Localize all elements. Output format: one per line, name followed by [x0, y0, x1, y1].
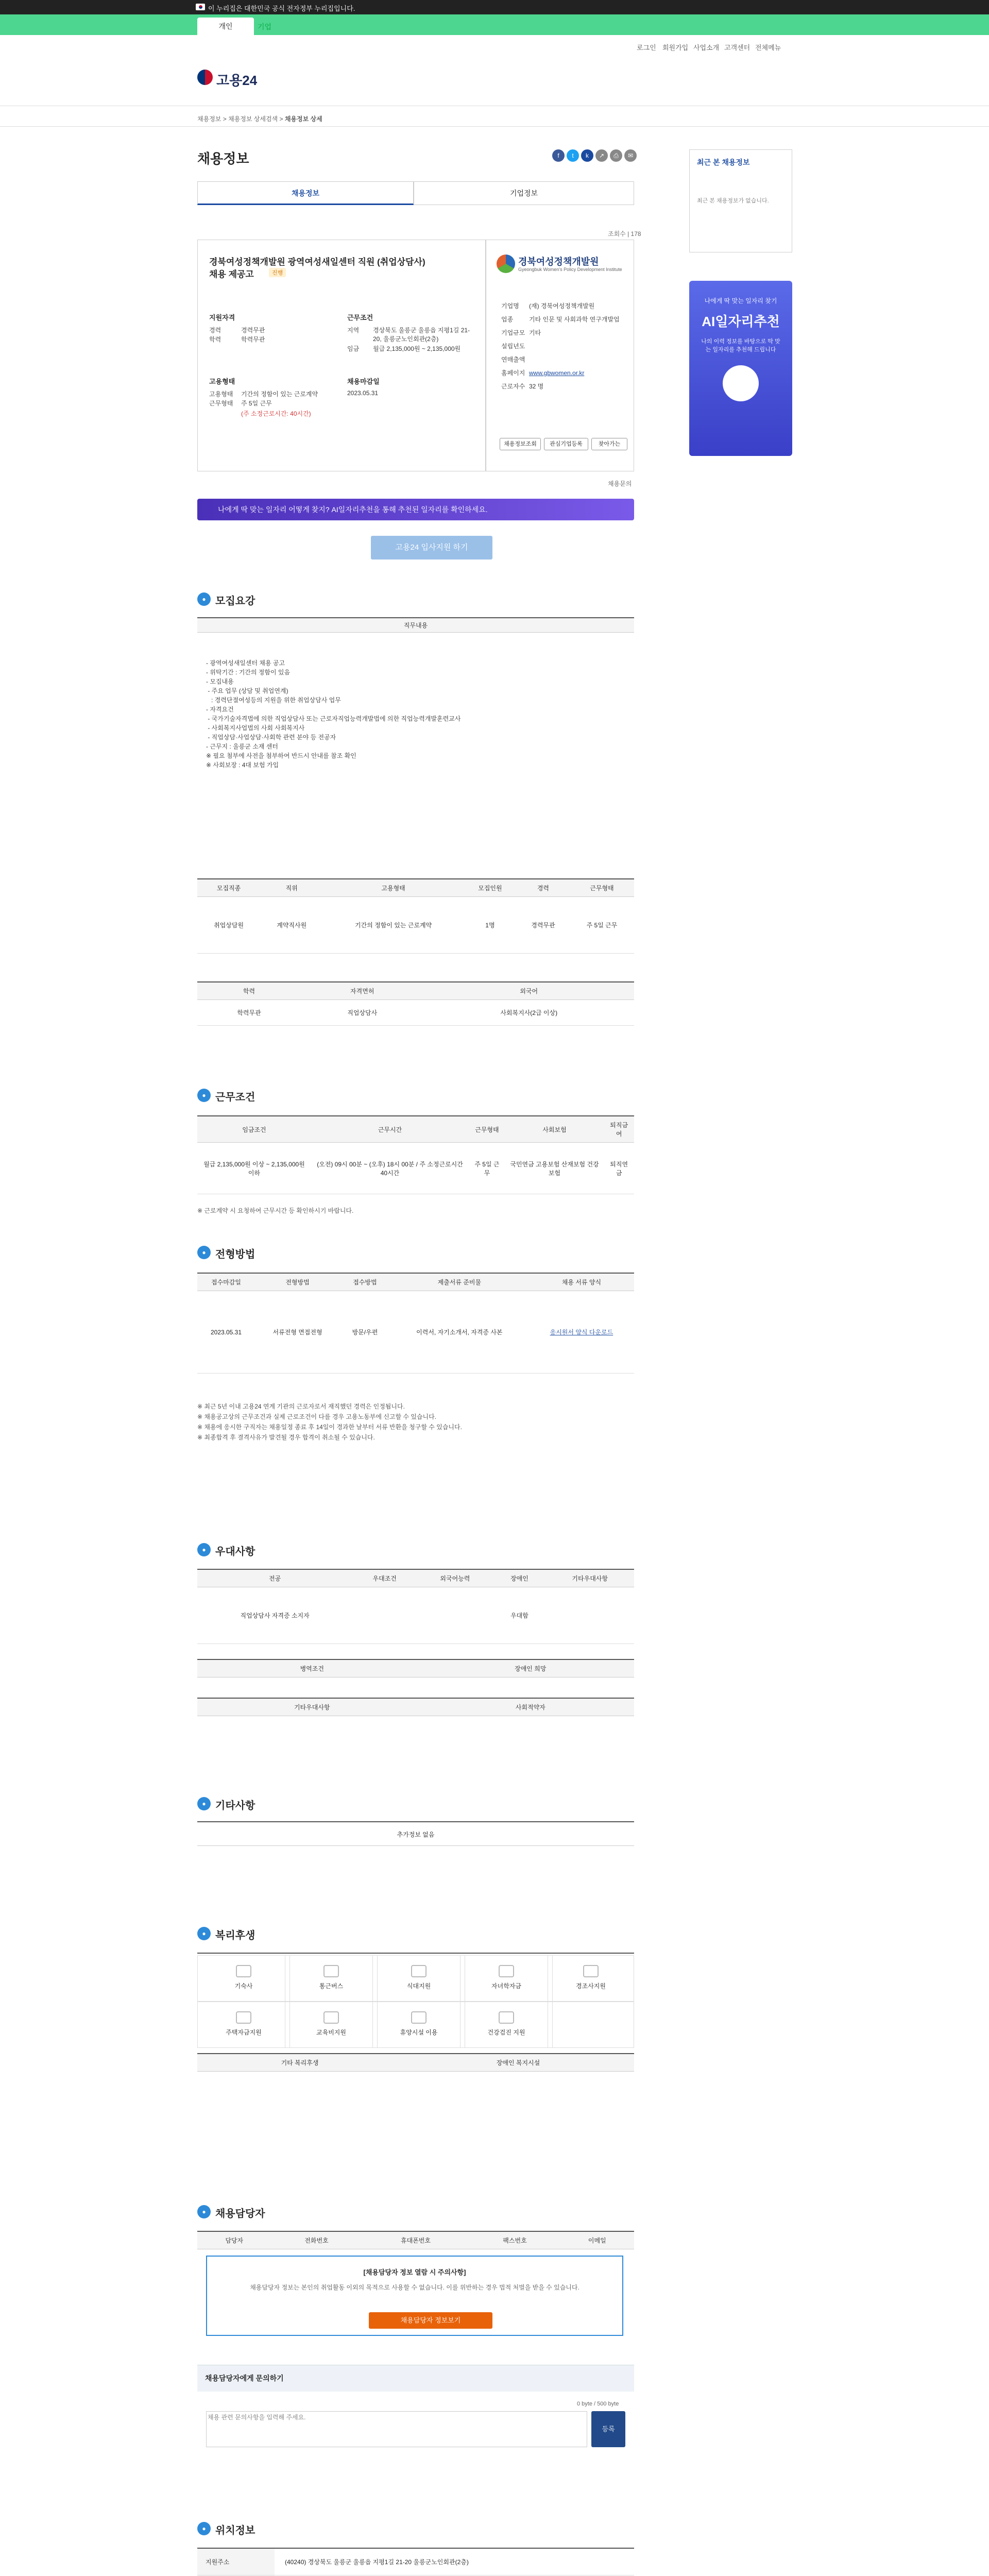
report-link[interactable]: 채용문의	[608, 480, 632, 487]
building-icon	[236, 1965, 251, 1977]
tab-company[interactable]: 기업	[258, 23, 272, 31]
signup-link[interactable]: 회원가입	[662, 44, 689, 52]
welfare-health: 건강검진 지원	[460, 2002, 553, 2048]
gov-banner: 이 누리집은 대한민국 공식 전자정부 누리집입니다.	[0, 0, 989, 14]
job-title: 경북여성정책개발원 광역여성새일센터 직원 (취업상담사)	[209, 257, 425, 267]
print-icon[interactable]: ⎙	[610, 149, 622, 162]
welfare-dormitory: 기숙사	[197, 1955, 290, 2002]
welfare-resort: 휴양시설 이용	[372, 2002, 465, 2048]
company-jobs-button[interactable]: 채용정보조회	[500, 438, 541, 450]
mail-icon[interactable]: ✉	[624, 149, 637, 162]
section-icon: ●	[197, 1089, 211, 1102]
meal-icon	[411, 1965, 427, 1977]
breadcrumb: 채용정보 > 채용정보 상세검색 > 채용정보 상세	[197, 115, 322, 123]
process-table: 접수마감일 전형방법 접수방법 제출서류 준비물 채용 서류 양식 2023.05.31 서류전형 면접전형 방문/우편 이력서, 자기소개서, 자격증 사본 응시원서 양식 다운로드	[197, 1273, 634, 1374]
welfare-table: 기타 복리후생 장애인 복지시설	[197, 2053, 634, 2072]
all-menu-link[interactable]: 전체메뉴	[755, 44, 781, 52]
site-logo[interactable]: 고용24	[216, 73, 258, 88]
section-icon: ●	[197, 2522, 211, 2535]
about-link[interactable]: 사업소개	[693, 44, 720, 52]
job-description: - 광역여성새일센터 채용 공고 - 위탁기간 : 기간의 정함이 있음 - 모집내용 - 주요 업무 (상담 및 취업연계) : 경력단절여성등의 지원을 위한 취업상담사 업무 - 자격요건 - 국가기술자격법에 의한 직업상담사 또는 근로자직업능력개발법에 의한 직업능력개발훈련교사 - 사회복지사업법의 사회 사회복지사 - 직업상담·사업상담·사회학 관련 분야 등 전공자 - 근무지 : 울릉군 소재 센터 ※ 필요 첨부에 사전을 첨부하여 반드시 안내를 참조 확인 ※ 사회보장 : 4대 보험 가입	[206, 659, 461, 769]
apply-button[interactable]: 고용24 입사지원 하기	[371, 536, 492, 560]
gift-icon	[583, 1965, 599, 1977]
flag-icon	[196, 4, 205, 10]
section-title-location: 위치정보	[215, 2525, 255, 2536]
work-table: 임금조건 근무시간 근무형태 사회보험 퇴직금여 월급 2,135,000원 이상 ~ 2,135,000원 이하 (오전) 09시 00분 ~ (오후) 18시 00분 / 주 소정근로시간 40시간 주 5일 근무 국민연금 고용보험 산재보험 건강보험 퇴직연금	[197, 1115, 634, 1194]
login-link[interactable]: 로그인	[637, 44, 656, 52]
welfare-bus: 통근버스	[285, 1955, 378, 2002]
job-summary-card: 경북여성정책개발원 광역여성새일센터 직원 (취업상담사) 채용 제공고 진행 지원자격 경력 경력무관 학력 학력무관 근무조건 지역 경상북도 울릉군 울릉읍 지평1길 21-20, 울릉군노인회관(2층) 임금 월급 2,135,000원 ~ 2,135,000원 고용형태 고용형태 기간의 정함이 있는 근로계약 근무형태 주 5일 근무 (주 소정근로시간: 40시간) 채용마감일 2023.05.31	[197, 240, 486, 471]
tab-company-info[interactable]: 기업정보	[414, 181, 634, 205]
favorite-company-button[interactable]: 관심기업등록	[544, 438, 588, 450]
section-title-ask: 채용담당자에게 문의하기	[205, 2374, 284, 2382]
section-title-work: 근무조건	[215, 1092, 255, 1103]
resort-icon	[411, 2011, 427, 2024]
view-count: 조회수 | 178	[608, 230, 641, 238]
contact-table: 담당자 전화번호 휴대폰번호 팩스번호 이메일	[197, 2231, 634, 2249]
byte-counter: 0 byte / 500 byte	[577, 2401, 619, 2407]
status-badge: 진행	[269, 268, 286, 277]
welfare-events: 경조사지원	[548, 1955, 634, 2002]
recruit-table-2: 학력 자격면허 외국어 학력무관 직업상담사 사회복지사(2급 이상)	[197, 981, 634, 1026]
logo-icon	[197, 70, 213, 85]
tab-personal[interactable]: 개인	[197, 18, 254, 35]
section-icon: ●	[197, 2205, 211, 2218]
submit-ask-button[interactable]: 등록	[591, 2411, 625, 2447]
section-title-process: 전형방법	[215, 1249, 255, 1260]
section-icon: ●	[197, 592, 211, 606]
recent-jobs-panel: 최근 본 채용정보 최근 본 채용정보가 없습니다.	[689, 149, 792, 252]
school-icon	[499, 1965, 514, 1977]
visit-button[interactable]: 찾아가는	[591, 438, 627, 450]
company-homepage-link[interactable]: www.gbwomen.or.kr	[529, 369, 585, 377]
recruit-table: 모집직종 직위 고용형태 모집인원 경력 근무형태 취업상담원 계약직사원 기간의 정함이 있는 근로계약 1명 경력무관 주 5일 근무	[197, 878, 634, 954]
welfare-meal: 식대지원	[372, 1955, 465, 2002]
section-icon: ●	[197, 1246, 211, 1259]
preference-table: 전공 우대조건 외국어능력 장애인 기타우대사항 직업상담사 자격증 소지자 우대함	[197, 1569, 634, 1644]
section-icon: ●	[197, 1927, 211, 1940]
welfare-housing: 주택자금지원	[197, 2002, 290, 2048]
twitter-icon[interactable]: t	[567, 149, 579, 162]
company-logo-icon	[497, 255, 515, 273]
preference-table-2: 병역조건 장애인 희망 기타우대사항 사회적약자	[197, 1659, 634, 1716]
facebook-icon[interactable]: f	[552, 149, 565, 162]
support-link[interactable]: 고객센터	[724, 44, 751, 52]
robot-icon	[723, 365, 759, 401]
welfare-empty	[548, 2002, 634, 2048]
book-icon	[323, 2011, 339, 2024]
top-tab-bar	[0, 14, 989, 35]
company-info-list: 기업명 (재) 경북여성정책개발원 업종 기타 인문 및 사회과학 연구개발업 기업규모 기타 설립년도 연매출액 홈페이지 www.gbwomen.or.kr 근로자수 32 명	[501, 302, 620, 390]
company-card: 경북여성정책개발원 Gyeongbuk Women's Policy Development Institute	[486, 240, 634, 471]
health-icon	[499, 2011, 514, 2024]
page-title: 채용정보	[197, 151, 249, 166]
location-table: 지원주소 (40240) 경상북도 울릉군 울릉읍 지평1길 21-20 울릉군노인회관(2층)	[197, 2548, 634, 2576]
welfare-tuition: 자녀학자금	[460, 1955, 553, 2002]
section-title-welfare: 복리후생	[215, 1930, 255, 1941]
view-contact-button[interactable]: 채용담당자 정보보기	[369, 2312, 492, 2329]
job-title-sub: 채용 제공고	[209, 269, 254, 279]
kakao-icon[interactable]: k	[581, 149, 593, 162]
section-title-preference: 우대사항	[215, 1546, 255, 1557]
section-title-etc: 기타사항	[215, 1800, 255, 1811]
ai-recommend-banner[interactable]: 나에게 딱 맞는 일자리 어떻게 찾지? AI일자리추천을 통해 추천된 일자리를 확인하세요.	[197, 499, 634, 520]
tab-job-info[interactable]: 채용정보	[197, 181, 414, 205]
process-notes: ※ 최근 5년 이내 고용24 연계 기관의 근로자로서 재직했던 경력은 인정됩니다. ※ 채용공고상의 근무조건과 실제 근로조건이 다를 경우 고용노동부에 신고할 수 있습니다. ※ 채용에 응시한 구직자는 채용일정 종료 후 14일이 경과한 날부터 서류 반환을 청구할 수 있습니다. ※ 최종합격 후 결격사유가 발견될 경우 합격이 취소될 수 있습니다.	[197, 1403, 462, 1441]
contact-notice: [채용담당자 정보 열람 시 주의사항] 채용담당자 정보는 본인의 취업활동 이외의 목적으로 사용할 수 없습니다. 이를 위반하는 경우 법적 처벌을 받을 수 있습니다.	[206, 2256, 623, 2336]
section-icon: ●	[197, 1543, 211, 1556]
section-title-contact: 채용담당자	[215, 2208, 265, 2219]
welfare-education: 교육비지원	[285, 2002, 378, 2048]
ai-recommend-ad[interactable]: 나에게 딱 맞는 일자리 찾기 AI일자리추천 나의 이력 정보를 바탕으로 딱 맞는 일자리를 추천해 드립니다	[689, 281, 792, 456]
link-icon[interactable]: ↗	[595, 149, 608, 162]
bus-icon	[323, 1965, 339, 1977]
section-title-recruit: 모집요강	[215, 596, 255, 607]
house-icon	[236, 2011, 251, 2024]
ask-textarea[interactable]	[206, 2411, 587, 2447]
section-icon: ●	[197, 1797, 211, 1810]
form-download-link[interactable]: 응시원서 양식 다운로드	[550, 1329, 613, 1336]
